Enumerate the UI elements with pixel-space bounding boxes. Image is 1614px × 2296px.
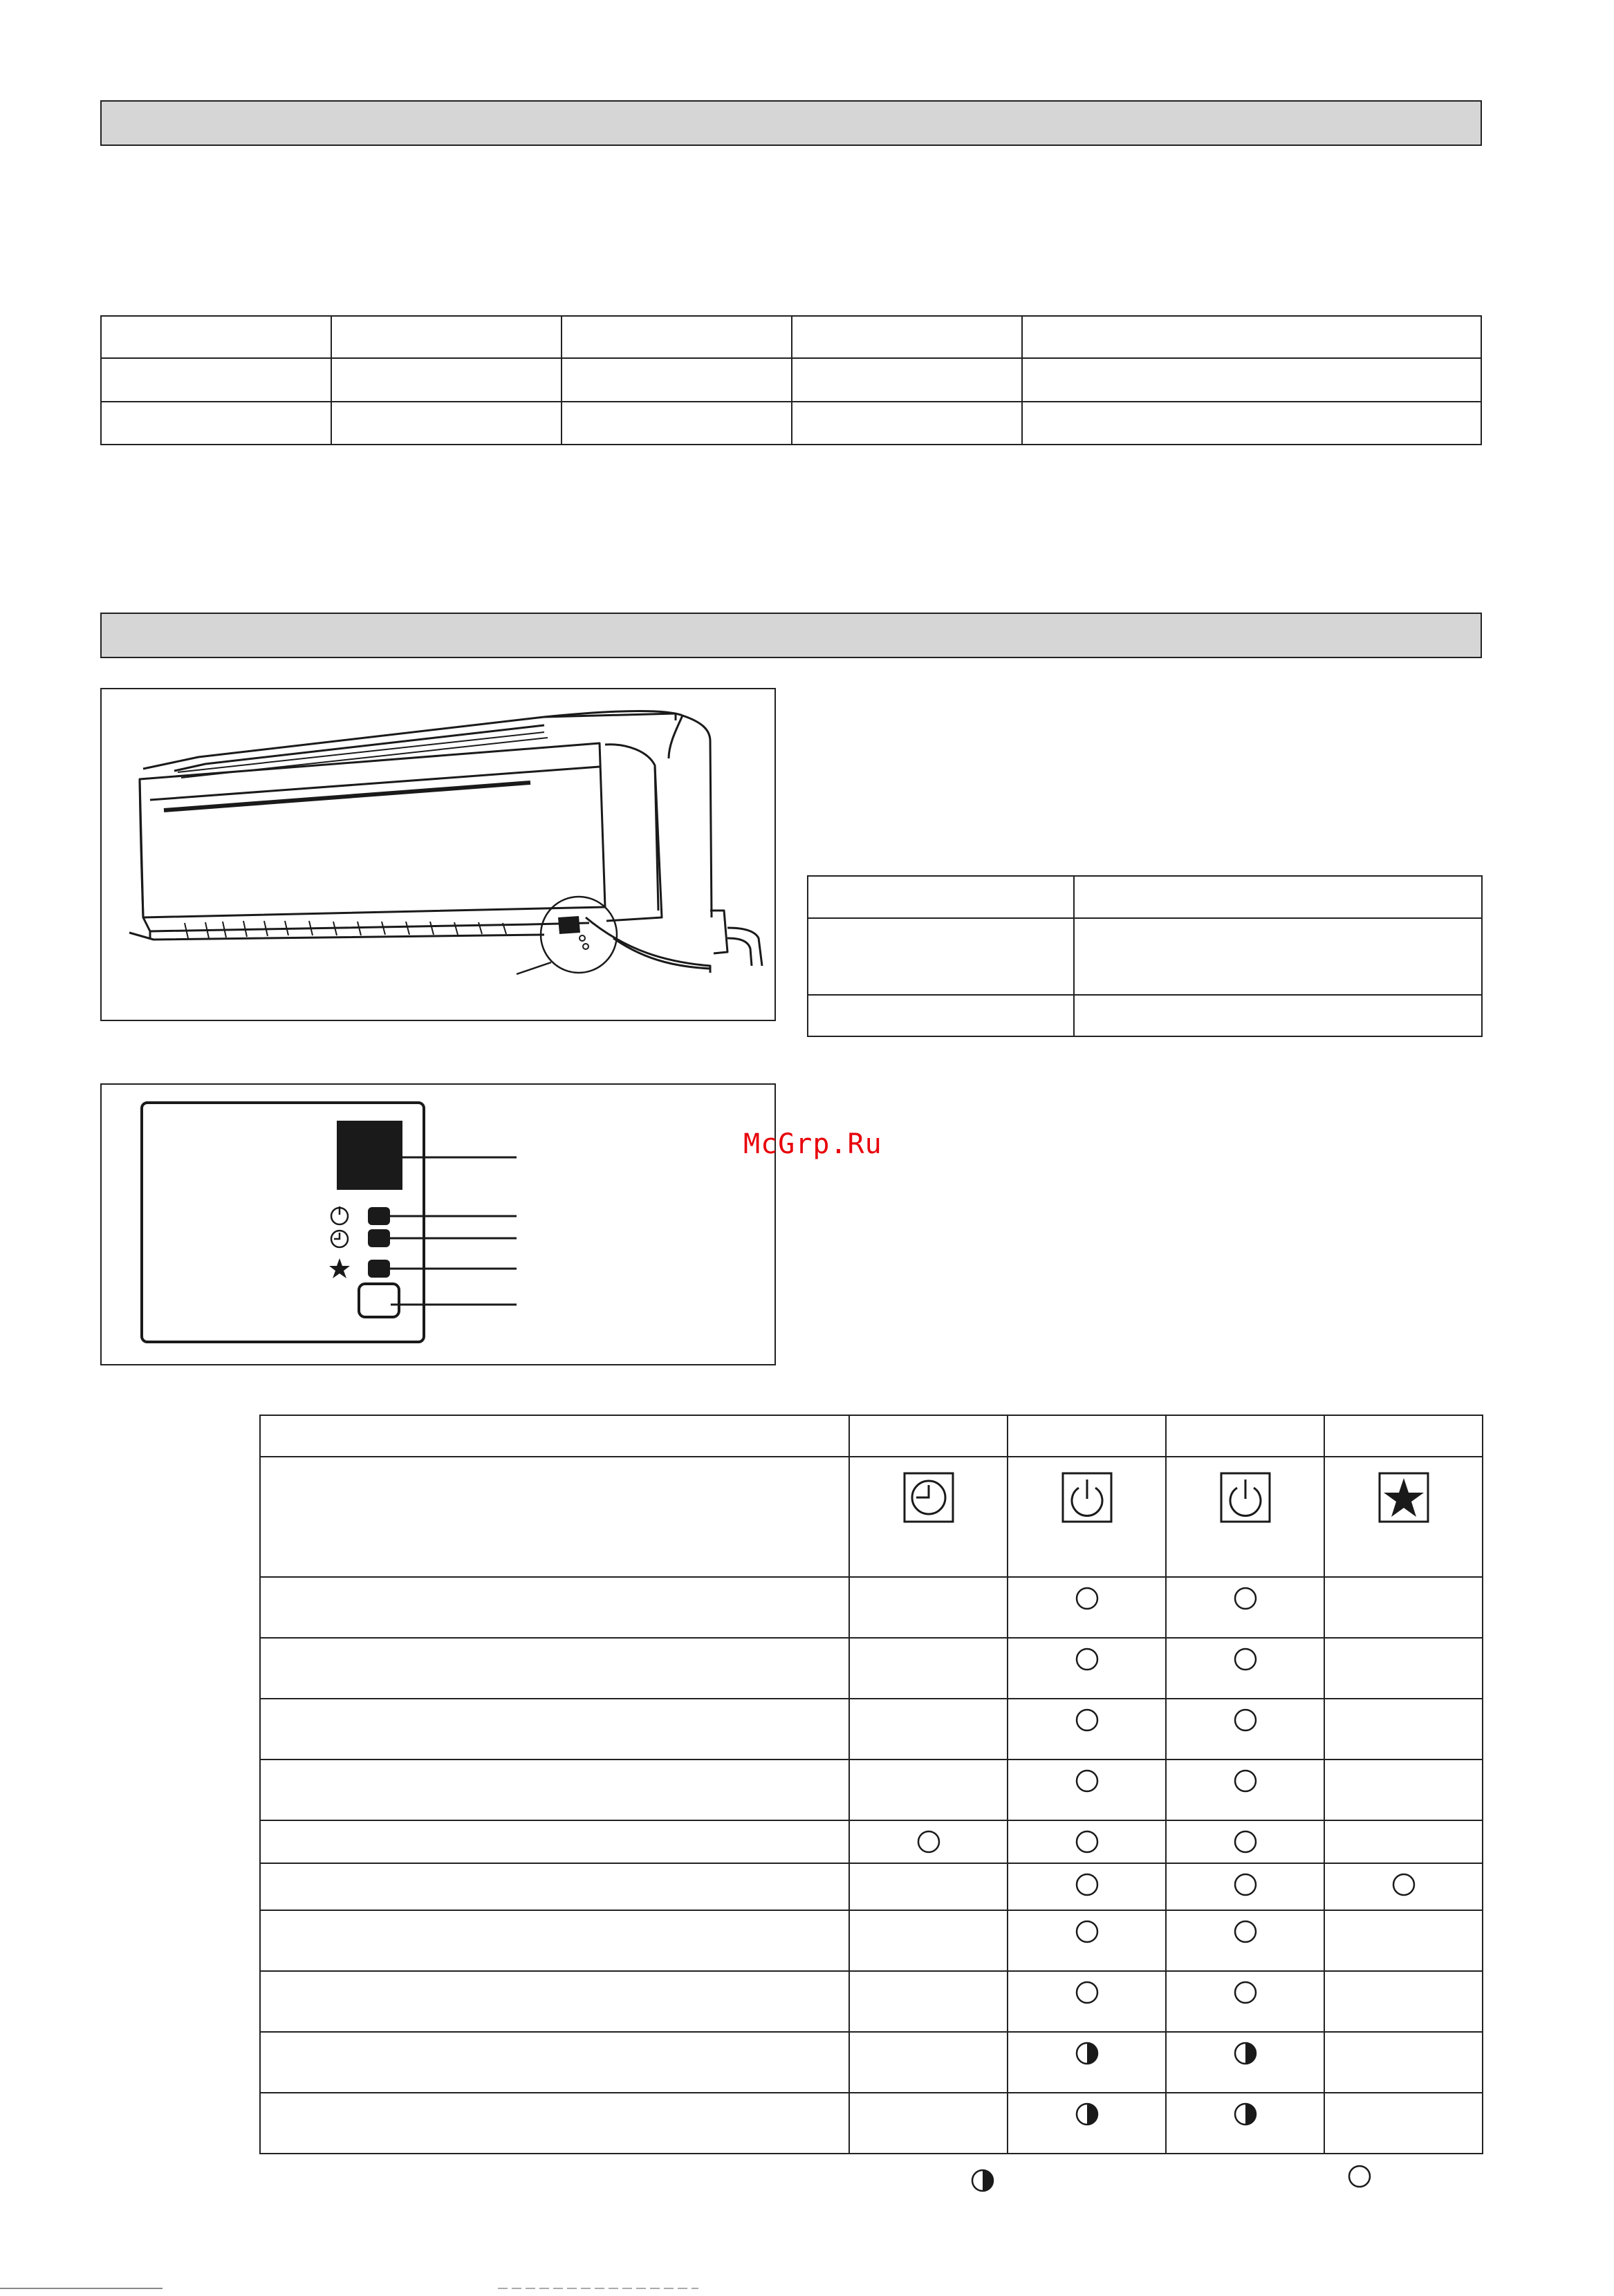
status-mark — [1008, 1972, 1165, 2008]
status-mark — [1167, 2033, 1324, 2069]
status-cell — [1324, 2093, 1483, 2154]
status-cell — [1324, 1863, 1483, 1910]
status-mark — [1008, 1639, 1165, 1674]
table-cell — [792, 316, 1022, 358]
star-icon — [328, 1257, 351, 1280]
table-cell — [331, 316, 562, 358]
status-mark — [1008, 1760, 1165, 1796]
circle-icon — [1075, 1872, 1100, 1897]
table-cell — [260, 1415, 849, 1457]
status-mark — [1008, 1699, 1165, 1735]
status-cell — [849, 1971, 1008, 2032]
table-row — [260, 1820, 1483, 1863]
watermark: McGrp.Ru — [743, 1128, 882, 1160]
circle-icon — [1075, 1586, 1100, 1611]
footer-rule — [0, 2281, 1614, 2295]
table-cell — [260, 1638, 849, 1699]
status-cell — [849, 1820, 1008, 1863]
status-cell — [1008, 1820, 1166, 1863]
circle-icon — [1075, 1647, 1100, 1672]
circle-icon — [1233, 1768, 1258, 1793]
circle-icon — [1347, 2164, 1372, 2189]
table-cell — [260, 1910, 849, 1971]
status-mark — [1008, 1578, 1165, 1614]
circle-icon — [1391, 1872, 1416, 1897]
half-circle-icon — [970, 2168, 995, 2193]
section-header-bar-1 — [100, 100, 1482, 146]
legend-on — [1347, 2164, 1372, 2194]
table-cell — [808, 918, 1074, 995]
table-cell — [1022, 358, 1481, 402]
legend-blink — [970, 2168, 995, 2199]
table-cell — [562, 316, 792, 358]
table-row — [260, 1699, 1483, 1760]
circle-icon — [1075, 1829, 1100, 1854]
circle-icon — [1075, 1708, 1100, 1733]
header-cell-timer — [849, 1457, 1008, 1577]
status-mark — [1167, 1911, 1324, 1947]
status-cell — [1324, 1820, 1483, 1863]
half-circle-icon — [1075, 2102, 1100, 2127]
status-cell — [1008, 1760, 1166, 1820]
status-cell — [1324, 1760, 1483, 1820]
circle-icon — [1075, 1919, 1100, 1944]
header-cell-power-1 — [1008, 1457, 1166, 1577]
circle-icon — [1075, 1768, 1100, 1793]
table-cell — [808, 876, 1074, 918]
table-row — [260, 2032, 1483, 2093]
status-cell — [849, 2093, 1008, 2154]
status-cell — [1008, 1577, 1166, 1638]
indicator-panel-figure — [100, 1083, 776, 1365]
table-cell — [260, 1457, 849, 1577]
status-mark — [1167, 1821, 1324, 1857]
circle-icon — [1233, 1647, 1258, 1672]
circle-icon — [1233, 1919, 1258, 1944]
status-cell — [1008, 1863, 1166, 1910]
status-cell — [1166, 1577, 1324, 1638]
status-cell — [1324, 1971, 1483, 2032]
table-cell — [260, 2032, 849, 2093]
status-table — [259, 1415, 1483, 2154]
power-icon — [1061, 1471, 1113, 1524]
half-circle-icon — [1075, 2041, 1100, 2066]
table-cell — [1074, 876, 1482, 918]
header-cell-power-2 — [1166, 1457, 1324, 1577]
header-cell-star — [1324, 1457, 1483, 1577]
star-icon — [1378, 1471, 1430, 1524]
status-cell — [1324, 1699, 1483, 1760]
status-cell — [849, 2032, 1008, 2093]
status-mark — [850, 1821, 1007, 1857]
circle-icon — [1233, 1980, 1258, 2005]
status-cell — [1166, 1910, 1324, 1971]
indicator-panel-drawing — [102, 1085, 774, 1364]
section-header-bar-2 — [100, 613, 1482, 658]
status-mark — [1167, 1760, 1324, 1796]
table-row — [260, 1760, 1483, 1820]
half-circle-icon — [1233, 2102, 1258, 2127]
circle-icon — [1233, 1586, 1258, 1611]
indoor-unit-drawing — [102, 689, 774, 1020]
table-cell — [331, 358, 562, 402]
status-cell — [849, 1760, 1008, 1820]
table-row — [260, 1638, 1483, 1699]
status-mark — [1167, 2093, 1324, 2129]
table-cell — [1022, 402, 1481, 445]
status-cell — [1324, 2032, 1483, 2093]
table-cell — [101, 358, 331, 402]
table-cell — [1166, 1415, 1324, 1457]
circle-icon — [1233, 1708, 1258, 1733]
status-mark — [1008, 2033, 1165, 2069]
status-mark — [1167, 1972, 1324, 2008]
status-cell — [1166, 1863, 1324, 1910]
table-cell — [260, 1820, 849, 1863]
indoor-unit-figure — [100, 688, 776, 1021]
status-mark — [1167, 1864, 1324, 1900]
status-cell — [1166, 1971, 1324, 2032]
status-mark — [1167, 1578, 1324, 1614]
half-circle-icon — [1233, 2041, 1258, 2066]
table-cell — [562, 358, 792, 402]
circle-icon — [1233, 1829, 1258, 1854]
status-mark — [1008, 1821, 1165, 1857]
table-row — [260, 1577, 1483, 1638]
table-cell — [1008, 1415, 1166, 1457]
status-mark — [1167, 1639, 1324, 1674]
table-cell — [792, 402, 1022, 445]
status-cell — [1324, 1577, 1483, 1638]
status-cell — [849, 1863, 1008, 1910]
table-cell — [260, 1760, 849, 1820]
status-cell — [1008, 1971, 1166, 2032]
status-cell — [1166, 1760, 1324, 1820]
status-mark — [1167, 1699, 1324, 1735]
table-cell — [331, 402, 562, 445]
table-cell — [101, 316, 331, 358]
status-cell — [1324, 1638, 1483, 1699]
table-row — [260, 2093, 1483, 2154]
table-cell — [562, 402, 792, 445]
table-cell — [1074, 918, 1482, 995]
table-cell — [1324, 1415, 1483, 1457]
power-icon — [1219, 1471, 1272, 1524]
power-icon — [328, 1204, 351, 1226]
status-cell — [1166, 2093, 1324, 2154]
table-cell — [792, 358, 1022, 402]
status-cell — [1008, 2032, 1166, 2093]
status-mark — [1008, 1864, 1165, 1900]
table-cell — [101, 402, 331, 445]
status-cell — [1324, 1910, 1483, 1971]
circle-icon — [916, 1829, 941, 1854]
status-table-body — [260, 1577, 1483, 2154]
table-cell — [260, 1699, 849, 1760]
status-cell — [1008, 1699, 1166, 1760]
timer-icon — [902, 1471, 955, 1524]
circle-icon — [1233, 1872, 1258, 1897]
status-cell — [1166, 1638, 1324, 1699]
table-cell — [260, 1577, 849, 1638]
status-cell — [849, 1910, 1008, 1971]
table-cell — [260, 1971, 849, 2032]
status-mark — [1008, 1911, 1165, 1947]
status-mark — [1325, 1864, 1482, 1900]
status-cell — [1166, 1820, 1324, 1863]
status-cell — [849, 1699, 1008, 1760]
table-cell — [1022, 316, 1481, 358]
status-mark — [1008, 2093, 1165, 2129]
table-row — [260, 1971, 1483, 2032]
status-cell — [849, 1638, 1008, 1699]
table-cell — [808, 995, 1074, 1036]
status-cell — [1166, 1699, 1324, 1760]
status-cell — [849, 1577, 1008, 1638]
table-cell — [1074, 995, 1482, 1036]
table-cell — [260, 2093, 849, 2154]
clock-icon — [328, 1228, 351, 1250]
table-cell — [849, 1415, 1008, 1457]
specification-table — [100, 315, 1482, 445]
mode-table — [807, 875, 1483, 1037]
status-cell — [1008, 1638, 1166, 1699]
status-cell — [1008, 2093, 1166, 2154]
status-cell — [1008, 1910, 1166, 1971]
table-row — [260, 1910, 1483, 1971]
circle-icon — [1075, 1980, 1100, 2005]
table-row — [260, 1863, 1483, 1910]
table-cell — [260, 1863, 849, 1910]
status-cell — [1166, 2032, 1324, 2093]
